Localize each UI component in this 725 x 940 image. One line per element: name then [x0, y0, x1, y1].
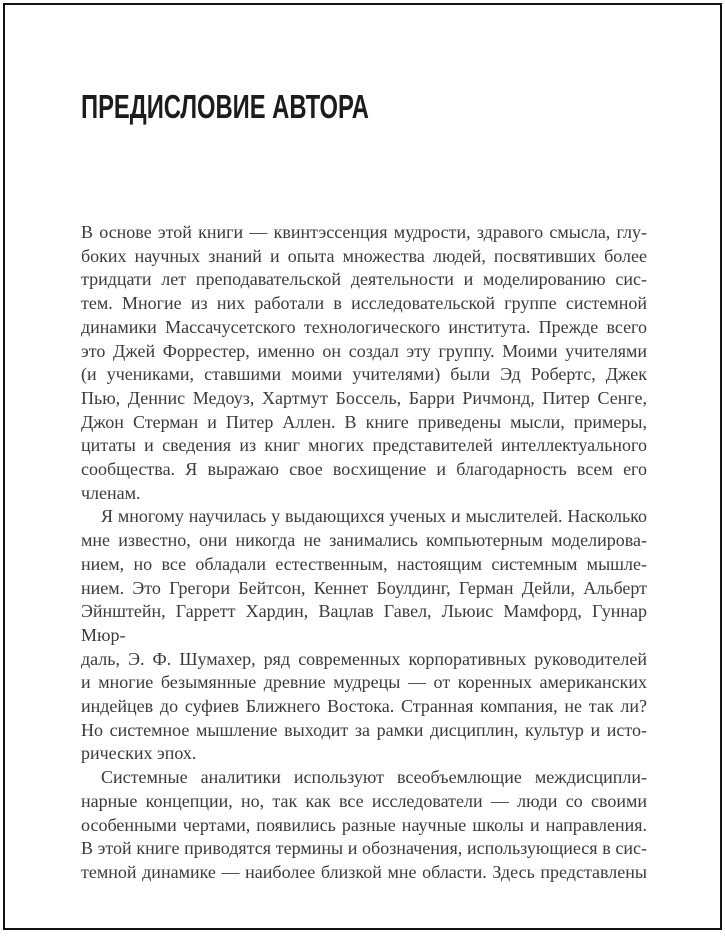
text-line: Эйнштейн, Гарретт Хардин, Вацлав Гавел, Льюис Мамфорд, Гуннар Мюр- — [81, 601, 647, 645]
text-line: боких научных знаний и опыта множества людей, посвятивших более — [81, 245, 647, 266]
text-line: (и учениками, ставшими моими учителями) были Эд Робертс, Джек — [81, 364, 647, 385]
text-line: Пью, Деннис Медоуз, Хартмут Боссель, Барри Ричмонд, Питер Сенге, — [81, 387, 647, 408]
text-line: тем. Многие из них работали в исследовательской группе системной — [81, 293, 647, 314]
text-line: мне известно, они никогда не занимались компьютерным моделирова- — [81, 530, 647, 551]
text-line: сообщества. Я выражаю свое восхищение и благодарность всем его — [81, 459, 647, 480]
paragraph-2 — [81, 505, 647, 766]
text-line: нием, но все обладали естественным, настоящим системным мышле- — [81, 553, 647, 574]
body-text — [81, 221, 647, 885]
text-line: Системные аналитики используют всеобъемлющие междисципли- — [101, 767, 647, 788]
text-line: тридцати лет преподавательской деятельности и моделированию сис- — [81, 269, 647, 290]
text-line: нарные концепции, но, так как все исследователи — люди со своими — [81, 790, 647, 811]
text-line: это Джей Форрестер, именно он создал эту группу. Моими учителями — [81, 340, 647, 361]
text-line: Джон Стерман и Питер Аллен. В книге приведены мысли, примеры, — [81, 411, 647, 432]
text-line: динамики Массачусетского технологического института. Прежде всего — [81, 316, 647, 337]
paragraph-3 — [81, 766, 647, 885]
text-line: членам. — [81, 482, 141, 503]
text-line: рических эпох. — [81, 743, 197, 764]
text-line: В этой книге приводятся термины и обозначения, использующиеся в сис- — [81, 838, 647, 859]
text-line: особенными чертами, появились разные научные школы и направления. — [81, 814, 647, 835]
chapter-title: ПРЕДИСЛОВИЕ АВТОРА — [81, 88, 369, 125]
text-line: индейцев до суфиев Ближнего Востока. Странная компания, не так ли? — [81, 696, 647, 717]
text-line: темной динамике — наиболее близкой мне области. Здесь представлены — [81, 861, 647, 882]
text-line: даль, Э. Ф. Шумахер, ряд современных корпоративных руководителей — [81, 648, 647, 669]
paragraph-1 — [81, 221, 647, 505]
text-line: и многие безымянные древние мудрецы — от коренных американских — [81, 672, 647, 693]
text-line: цитаты и сведения из книг многих представителей интеллектуального — [81, 435, 647, 456]
text-line: Я многому научилась у выдающихся ученых и мыслителей. Насколько — [101, 506, 647, 527]
text-line: Но системное мышление выходит за рамки дисциплин, культур и исто- — [81, 719, 647, 740]
text-line: нием. Это Грегори Бейтсон, Кеннет Боулдинг, Герман Дейли, Альберт — [81, 577, 647, 598]
text-line: В основе этой книги — квинтэссенция мудрости, здравого смысла, глу- — [81, 222, 647, 242]
